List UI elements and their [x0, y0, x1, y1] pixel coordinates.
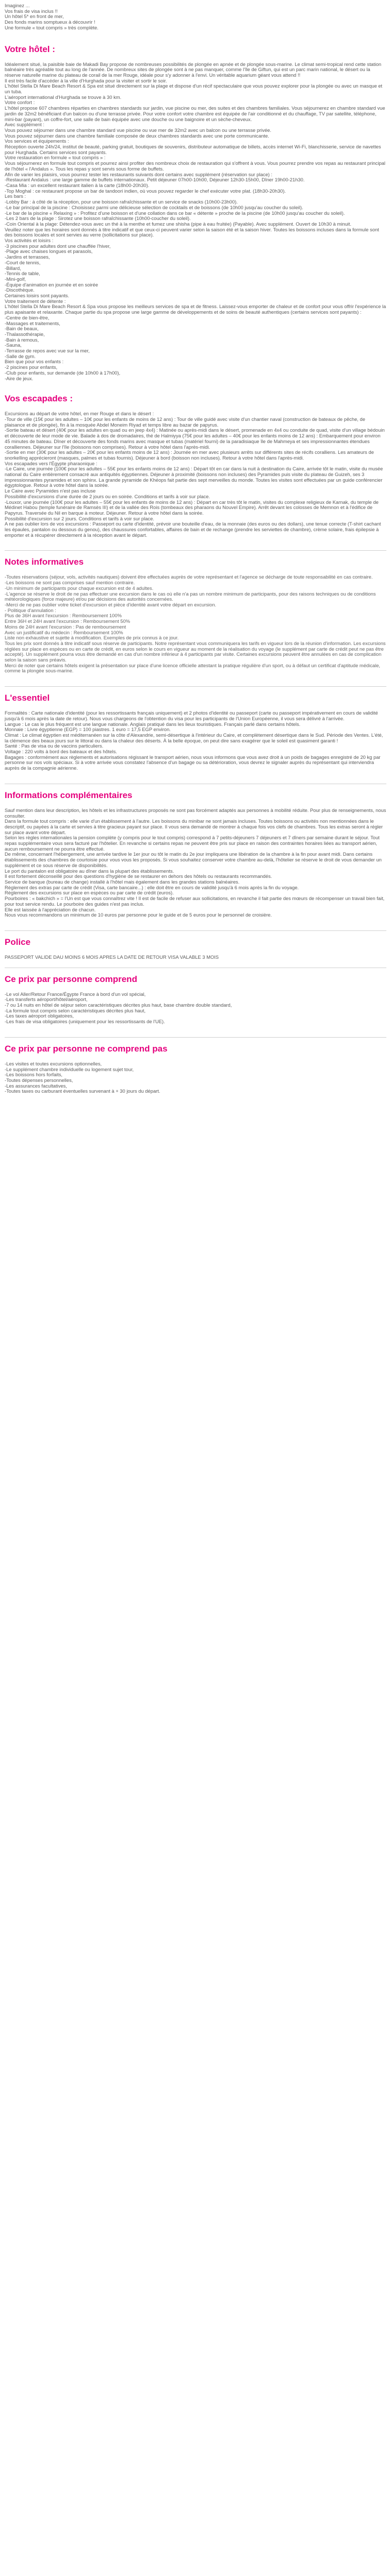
- section-paragraph: -Le Caire, une journée (100€ pour les adultes – 55€ pour les enfants moins de 12 ans) : Départ tôt en car dans la nuit à destination du Caire, arrivée tôt le matin, visite du musée national du Caire entièrement consacré aux antiquités égyptiennes. Déjeuner à proximité (boissons non incluses) des Pyramides puis visite du plateau de Guizeh, ses 3 impressionnantes pyramides et son sphinx. La grande pyramide de Khéops fait partie des sept merveilles du monde. Toutes les visites sont effectuées par un guide conférencier égyptologue. Retour à votre hôtel dans la soirée.: [5, 466, 383, 488]
- section-essentiel: [5, 686, 386, 771]
- section-paragraph: -Discothèque.: [5, 287, 35, 293]
- section-paragraph: -Court de tennis,: [5, 259, 41, 265]
- section-paragraph: Idéalement situé, la paisible baie de Makadi Bay propose de nombreuses possibilités de plongée en apnée et de plongée sous-marine. Le climat semi-tropical rend cette station balnéaire très agréable tout au long de l'année. De nombreux sites de plongée sont à ne pas manquer, comme l'île de Giftun, qui est un parc marin national, le désert ou la réserve naturelle marine du plateau de corail de la mer Rouge, idéale pour s'y adonner à l'envi. Un véritable aquarium géant vous attend !!: [5, 61, 382, 78]
- section-paragraph: -Aire de jeux.: [5, 375, 34, 381]
- section-escapades: [5, 394, 386, 538]
- section-paragraph: Tous les prix sont donnés à titre indicatif sous réserve de participants. Notre représentant vous communiquera les tarifs en vigueur lors de la réunion d'information. Les excursions réglées sur place en espèces ou en carte de crédit, en euros selon le cours en vigueur au moment de la réalisation du voyage (le supplément par carte de crédit peut ne pas être accepté). Un supplément pourra vous être demandé en cas d'un nombre inférieur à 4 participants par visite. Certaines excursions peuvent être annulées en cas de complication selon la saison sans préavis.: [5, 640, 386, 663]
- section-paragraph: Vos services et équipements :: [5, 138, 69, 144]
- section-title: Ce prix par personne ne comprend pas: [5, 1043, 168, 1054]
- section-paragraph: Merci de noter que certains hôtels exigent la présentation sur place d'une licence officielle attestant la pratique régulière d'un sport, ou à défaut un certificat d'aptitude médicale, comme la plongée sous-marine.: [5, 662, 381, 674]
- intro-line: Une formule « tout compris » très complète.: [5, 24, 99, 30]
- section-paragraph: Le port du pantalon est obligatoire au dîner dans la plupart des établissements.: [5, 868, 174, 874]
- section-paragraph: Climat : Le climat égyptien est méditerranéen sur la côte d'Alexandrie, semi-désertique à l'intérieur du Caire, et complètement désertique dans le Sud. Période des Ventes. L'été, la clémence des beaux jours sur le littoral ou dans la chaleur des déserts. À la belle époque, on peut dire sans exagérer que le soleil est quasiment garanti !: [5, 732, 383, 743]
- section-title: Police: [5, 937, 31, 947]
- section-paragraph: Possibilité d'excursions d'une durée de 2 jours ou en soirée. Conditions et tarifs à voir sur place.: [5, 493, 210, 499]
- section-title: Notes informatives: [5, 557, 84, 567]
- section-paragraph: -Sortie en mer (30€ pour les adultes – 20€ pour les enfants moins de 12 ans) : Journée en mer avec plusieurs arrêts sur différents sites de récifs coralliens. Les amateurs de snorkelling apprécieront (masques, palmes et tubas fournis). Déjeuner à bord (boisson non incluses). Retour à votre hôtel dans l'après-midi.: [5, 449, 374, 461]
- section-paragraph: -Les taxes aéroport obligatoires,: [5, 1013, 74, 1019]
- section-paragraph: Vous pouvez séjourner dans une chambre standard vue piscine ou vue mer de 32m2 avec un balcon ou une terrasse privée.: [5, 127, 271, 133]
- section-paragraph: Le Caire avec Pyramides n'est pas incluse: [5, 488, 96, 494]
- section-paragraph: L'hôtel Stella Di Mare Beach Resort & Spa est situé directement sur la plage et dispose d'un récif spectaculaire que vous pouvez explorer pour la plongée ou avec un masque et un tuba.: [5, 83, 383, 95]
- sections: [5, 44, 386, 1095]
- section-divider: [5, 930, 386, 931]
- section-paragraph: -Le bar principal de la piscine : Choisissez parmi une délicieuse sélection de cocktails et de boissons (de 10h00 jusqu'au coucher du soleil).: [5, 204, 303, 210]
- intro-line: Vos frais de visa inclus !!: [5, 8, 58, 14]
- section-paragraph: Vos activités et loisirs :: [5, 238, 54, 244]
- section-paragraph: -7 ou 14 nuits en hôtel de séjour selon caractéristiques décrites plus haut, base chambre double standard,: [5, 1002, 232, 1008]
- section-paragraph: Langue : Le cas le plus fréquent est une langue nationale. Anglais pratiqué dans les lieux touristiques. Français parlé dans certains hôtels.: [5, 721, 301, 727]
- section-paragraph: -3 piscines pour adultes dont une chauffée l'hiver,: [5, 243, 111, 249]
- section-paragraph: -Thalassothérapie,: [5, 331, 45, 337]
- section-paragraph: Votre confort :: [5, 99, 35, 106]
- section-paragraph: Monnaie : Livre égyptienne (EGP) = 100 piastres. 1 euro = 17,5 EGP environ.: [5, 726, 171, 733]
- section-paragraph: Bien que pour vos enfants :: [5, 359, 64, 365]
- section-paragraph: -Jardins et terrasses,: [5, 254, 50, 260]
- section-paragraph: -Plage avec chaises longues et parasols,: [5, 248, 93, 255]
- section-paragraph: -Les frais de visa obligatoires (uniquement pour les ressortissants de l'UE).: [5, 1019, 165, 1025]
- intro-line: Imaginez ...: [5, 3, 30, 8]
- section-paragraph: -Les boissons ne sont pas comprises sauf mention contraire.: [5, 580, 135, 586]
- section-paragraph: Réception ouverte 24h/24, institut de beauté, parking gratuit, boutiques de souvenirs, distributeur automatique de billets, accès internet Wi-Fi, blanchisserie, service de navettes pour Hurghada. Certains services sont payants.: [5, 144, 381, 155]
- section-paragraph: -La formule tout compris selon caractéristiques décrites plus haut,: [5, 1007, 146, 1013]
- section-paragraph: -Lobby Bar : à côté de la réception, pour une boisson rafraîchissante et un service de snacks (10h00-23h00).: [5, 199, 238, 205]
- section-paragraph: L'hôtel Stella Di Mare Beach Resort & Spa vous propose les meilleurs services de spa et de fitness. Laissez-vous emporter de chaleur et de confort pour vous offrir l'expérience la plus apaisante et relaxante. Chaque partie du spa propose une large gamme de développements et de soins de beauté authentiques (certains services sont payants) :: [5, 303, 386, 315]
- section-paragraph: -L'agence se réserve le droit de ne pas effectuer une excursion dans le cas où elle n'a pas un nombre minimum de participants, pour des raisons techniques ou de conditions météorologiques (force majeure) et/ou par décisions des autorités concernées.: [5, 590, 376, 602]
- section-paragraph: Liste non exhaustive et sujette à modification. Exemples de prix connus à ce jour.: [5, 635, 179, 641]
- section-paragraph: De même, concernant l'hébergement, une arrivée tardive le 1er jour ou tôt le matin du 2e jour impliquera une libération de la chambre à la fin pour avant midi. Dans certains établissements des chambres de courtoisie pour vous vous les proposés. Si vous souhaitez conserver votre chambre au-delà, l'hôtelier se réserve le droit de vous demander un supplément et ce sous réserve de disponibilités.: [5, 851, 382, 868]
- section-divider: [5, 550, 386, 551]
- section-paragraph: Service de banque (bureau de change) installé à l'hôtel mais également dans les grandes stations balnéaires.: [5, 879, 240, 885]
- section-paragraph: L'aéroport international d'Hurghada se trouve à 30 km.: [5, 94, 122, 100]
- section-exclus: [5, 1037, 386, 1094]
- section-paragraph: -Les assurances facultatives,: [5, 1082, 67, 1089]
- section-paragraph: -Toutes taxes ou carburant éventuelles survenant à + 30 jours du départ.: [5, 1088, 160, 1094]
- page: [0, 0, 391, 1117]
- section-title: Votre hôtel :: [5, 44, 55, 54]
- section-paragraph: Formalités : Carte nationale d'identité (pour les ressortissants français uniquement) et 2 photos d'identité ou passeport (carte ou passeport impérativement en cours de validité jusqu'à 6 mois après la date de retour). Nous vous chargeons de l'obtention du visa pour les participants de l'Union Européenne, il vous sera délivré à l'arrivée.: [5, 710, 378, 721]
- section-paragraph: -Le bar de la piscine « Relaxing » : Profitez d'une boisson et d'une collation dans ce bar « détente » proche de la piscine (de 10h00 jusqu'au coucher du soleil).: [5, 210, 345, 216]
- section-paragraph: Règlement des extras par carte de crédit (Visa, carte bancaire...) : elle doit être en cours de validité jusqu'à 6 mois après la fin du voyage.: [5, 884, 299, 890]
- section-paragraph: Pourboires : « bakchich » = l'Un est que vous connaîtrez vite ! Il est de facile de refuser aux sollicitations, en revanche il fait partie des mœurs de récompenser un travail bien fait, pour tout service rendu. Le pourboire des guides n'est pas inclus.: [5, 895, 385, 907]
- section-paragraph: -2 piscines pour enfants,: [5, 364, 58, 370]
- section-paragraph: -Le supplément chambre individuelle ou logement sujet tour,: [5, 1066, 134, 1072]
- section-paragraph: Bagages : conformément aux règlements et autorisations régissant le transport aérien, nous vous informons que vous avez droit à un poids de bagages enregistré de 20 kg par personne sur nos vols spéciaux. Si à votre arrivée vous constatez l'absence d'un bagage ou sa détérioration, vous devrez le signaler auprès du représentant qui interviendra auprès de la compagnie aérienne.: [5, 754, 381, 771]
- section-paragraph: -Salle de gym.: [5, 353, 36, 359]
- section-paragraph: -Tennis de table,: [5, 270, 40, 277]
- section-hotel: [5, 44, 386, 382]
- section-complementaires: [5, 784, 386, 918]
- section-paragraph: -Massages et traitements,: [5, 320, 60, 326]
- section-paragraph: -Les boissons hors forfaits,: [5, 1072, 63, 1078]
- section-paragraph: Plus de 36H avant l'excursion : Remboursement 100%: [5, 613, 122, 619]
- section-paragraph: Règlement des excursions sur place en espèces ou par carte de crédit (euros).: [5, 890, 174, 896]
- section-divider: [5, 1037, 386, 1038]
- section-paragraph: L'hôtel propose 607 chambres réparties en chambres standards sur jardin, vue piscine ou mer, des suites et des chambres familiales. Vous séjournerez en chambre standard vue jardin de 32m2 bénéficiant d'un balcon ou d'une terrasse privée. Pour votre confort votre chambre est équipée de l'air conditionné et du chauffage, TV par satellite, téléphone, mini-bar (payant), un coffre-fort, une salle de bain équipée avec une douche ou une baignoire et un sèche-cheveux.: [5, 105, 385, 122]
- section-paragraph: Afin de varier les plaisirs, vous pourrez tester les restaurants suivants dont certains avec supplément (réservation sur place) :: [5, 171, 272, 177]
- section-paragraph: -Les 2 bars de la plage : Sirotez une boisson rafraîchissante (10h00-coucher du soleil).: [5, 215, 191, 222]
- intro: [5, 3, 386, 31]
- section-paragraph: Nous vous recommandons un minimum de 10 euros par personne pour le guide et de 5 euros pour le personnel de croisière.: [5, 912, 272, 918]
- section-paragraph: -Toutes réservations (séjour, vols, activités nautiques) doivent être effectuées auprès de votre représentant et l'agence se décharge de toute responsabilité en cas contraire.: [5, 574, 373, 580]
- section-paragraph: Elle est laissée à l'appréciation de chacun.: [5, 906, 96, 912]
- section-paragraph: Entre 36H et 24H avant l'excursion : Remboursement 50%: [5, 618, 131, 624]
- section-paragraph: Votre traitement de détente :: [5, 298, 66, 304]
- section-notes: [5, 550, 386, 674]
- section-paragraph: Les bars :: [5, 193, 26, 199]
- section-paragraph: Excursions au départ de votre hôtel, en mer Rouge et dans le désert :: [5, 411, 154, 417]
- section-paragraph: -Centre de bien-être,: [5, 314, 50, 320]
- section-paragraph: -Louxor, une journée (100€ pour les adultes – 55€ pour les enfants de moins de 12 ans) : Départ en car très tôt le matin, visites du complexe religieux de Karnak, du temple de Médinet Habou (temple funéraire de Ramsès III) et de la vallée des Rois (tombeaux des pharaons du Nouvel Empire). Arrêt devant les colosses de Memnon et à l'édifice de Papyrus. Traversée du Nil en barque à moteur. Déjeuner. Retour à votre hôtel dans la soirée.: [5, 499, 379, 516]
- section-paragraph: -Casa Mia : un excellent restaurant italien à la carte (18h00-20h30).: [5, 182, 150, 188]
- section-paragraph: Votre restauration en formule « tout compris » :: [5, 155, 106, 161]
- section-paragraph: -Sortie bateau et désert (40€ pour les adultes en quad ou en jeep 4x4) : Matinée ou après-midi dans le désert, promenade en 4x4 ou conduite de quad, visite d'un village bédouin et découverte de leur mode de vie. Balade à dos de dromadaires, thé de Halmiyya (75€ pour les adultes – 40€ pour les enfants moins de 12 ans) : Embarquement pour environ 45 minutes de bateau. Dîner et découverte des fonds marins avec masque et tubas (matériel fourni) de la paradisiaque île de Mahmeya et ses impressionnantes étendues coralliennes. Déjeuner sur l'île (boissons non comprises). Retour à votre hôtel dans l'après-midi.: [5, 427, 385, 450]
- section-paragraph: -Tour de ville (15€ pour les adultes – 10€ pour les enfants de moins de 12 ans) : Tour de ville guidé avec visite d'un chantier naval (construction de bateaux de pêche, de plaisance et de plongée), fin à la mosquée Abdel Moneim Riyad et temps libre au bazar de papyrus.: [5, 416, 365, 428]
- section-paragraph: -Mini-golf,: [5, 276, 26, 282]
- section-paragraph: Vous pouvez séjourner dans une chambre familiale composée de deux chambres standards avec une porte communicante.: [5, 132, 269, 139]
- section-paragraph: Certaines loisirs sont payants.: [5, 293, 70, 299]
- section-paragraph: -Club pour enfants, sur demande (de 10h00 à 17h00),: [5, 369, 121, 376]
- section-paragraph: Veuillez noter que les horaires sont donnés à titre indicatif et que ceux-ci peuvent varier selon la saison été et la saison hiver. Toutes les boissons incluses dans la formule sont des boissons locales et sont servies au verre (sollicitations sur place).: [5, 226, 379, 238]
- section-title: Informations complémentaires: [5, 790, 133, 800]
- section-police: [5, 930, 386, 960]
- section-paragraph: Selon les règles internationales la pension complète (y compris pour le tout compris) correspond à 7 petits-déjeuners 7 déjeuners et 7 dîners par semaine durant le séjour. Tout repas supplémentaire vous sera facturé par l'hôtelier. En revanche si certains repas ne peuvent être pris sur place en raison des contraintes horaires liées au transport aérien, aucun remboursement ne pourra être effectué.: [5, 835, 380, 852]
- section-paragraph: Avec supplément :: [5, 122, 44, 128]
- section-paragraph: Il est fortement déconseillé pour des questions d'hygiène de se restaurer en dehors des hôtels ou restaurants recommandés.: [5, 873, 272, 879]
- section-paragraph: -Le vol Aller/Retour France/Égypte France à bord d'un vol spécial,: [5, 991, 146, 997]
- section-paragraph: -Bain à remous,: [5, 336, 39, 343]
- section-paragraph: -Bain de beaux,: [5, 326, 39, 332]
- section-paragraph: A ne pas oublier lors de vos excursions : Passeport ou carte d'identité, prévoir une bouteille d'eau, de la monnaie (des euros ou des dollars), une tenue correcte (T-shirt cachant les épaules, pantalon ou dessous du genou), des chaussures confortables, affaires de bain et de rechange (prendre les serviettes de chambre), crème solaire, frais épilepsie à emporter et à récupérer directement à la réception avant le départ.: [5, 521, 381, 538]
- section-paragraph: Sauf mention dans leur description, les hôtels et les infrastructures proposés ne sont pas forcément adaptés aux personnes à mobilité réduite. Pour plus de renseignements, nous consulter.: [5, 807, 386, 819]
- section-paragraph: - Politique d'annulation :: [5, 607, 56, 613]
- section-paragraph: Moins de 24H avant l'excursion : Pas de remboursement: [5, 623, 126, 630]
- section-title: Vos escapades :: [5, 394, 73, 404]
- section-paragraph: Avec un justificatif du médecin : Remboursement 100%: [5, 629, 123, 635]
- section-paragraph: -Terrasse de repos avec vue sur la mer,: [5, 348, 90, 354]
- section-paragraph: PASSEPORT VALIDE DAU MOINS 6 MOIS APRES LA DATE DE RETOUR VISA VALABLE 3 MOIS: [5, 954, 219, 960]
- section-paragraph: -Les visites et toutes excursions optionnelles,: [5, 1060, 102, 1066]
- section-paragraph: -Sauna,: [5, 342, 22, 348]
- section-paragraph: -Billard,: [5, 265, 21, 271]
- section-paragraph: -Restaurant Andalus : une large gamme de buffets internationaux. Petit déjeuner 07h00-10h00, Déjeuner 12h30-15h00, Dîner 19h00-21h30.: [5, 177, 305, 183]
- section-paragraph: -Merci de ne pas oublier votre ticket d'excursion et pièce d'identité avant votre départ en excursion.: [5, 601, 217, 607]
- section-title: L'essentiel: [5, 693, 50, 703]
- section-paragraph: Vos escapades vers l'Égypte pharaonique :: [5, 460, 97, 466]
- section-title: Ce prix par personne comprend: [5, 974, 137, 984]
- section-paragraph: -Top Moghal : ce restaurant propose un bar de tandoori indien, où vous pouvez regarder le chef exécuter votre plat. (18h30-20h30).: [5, 188, 286, 194]
- section-paragraph: Possibilité d'excursion sur 2 jours. Conditions et tarifs à voir sur place.: [5, 515, 154, 521]
- section-paragraph: -Les transferts aéroport/hôtel/aéroport,: [5, 996, 88, 1003]
- intro-line: Des fonds marins somptueux à découvrir !: [5, 19, 95, 25]
- section-paragraph: Vous séjournerez en formule tout compris et pourrez ainsi profiter des nombreux choix de restauration qui s'offrent à vous. Vous pourrez prendre vos repas au restaurant principal de l'hôtel « l'Andalus ». Tous les repas y sont servis sous forme de buffets.: [5, 160, 385, 172]
- section-paragraph: -Un minimum de participants pour chaque excursion est de 4 adultes.: [5, 585, 154, 591]
- intro-line: Un hôtel 5* en front de mer,: [5, 13, 64, 20]
- section-paragraph: Santé : Pas de visa ou de vaccins particuliers.: [5, 743, 104, 749]
- section-inclus: [5, 968, 386, 1025]
- section-divider: [5, 686, 386, 687]
- section-paragraph: Il est très facile d'accéder à la ville d'Hurghada pour la visiter et sortir le soir.: [5, 77, 167, 83]
- section-paragraph: Dans la formule tout compris : elle varie d'un établissement à l'autre. Les boissons du minibar ne sont jamais incluses. Toutes boissons ou activités non mentionnées dans le descriptif, ou payées à la carte et servies à titre gracieux payant sur place. Il vous sera demandé de montrer à chaque fois vos clefs de chambres. Tous les extras seront à régler sur place avant votre départ.: [5, 818, 383, 835]
- section-paragraph: Voltage : 220 volts à bord des bateaux et des hôtels.: [5, 749, 117, 755]
- section-paragraph: -Toutes dépenses personnelles,: [5, 1077, 73, 1083]
- section-paragraph: -Équipe d'animation en journée et en soirée: [5, 281, 99, 287]
- section-paragraph: -Coin Oriental à la plage: Détendez-vous avec un thé à la menthe et fumez une shisha (pipe à eau fruitée) (Payable). Avec supplément. Ouvert de 10h30 à minuit.: [5, 221, 352, 227]
